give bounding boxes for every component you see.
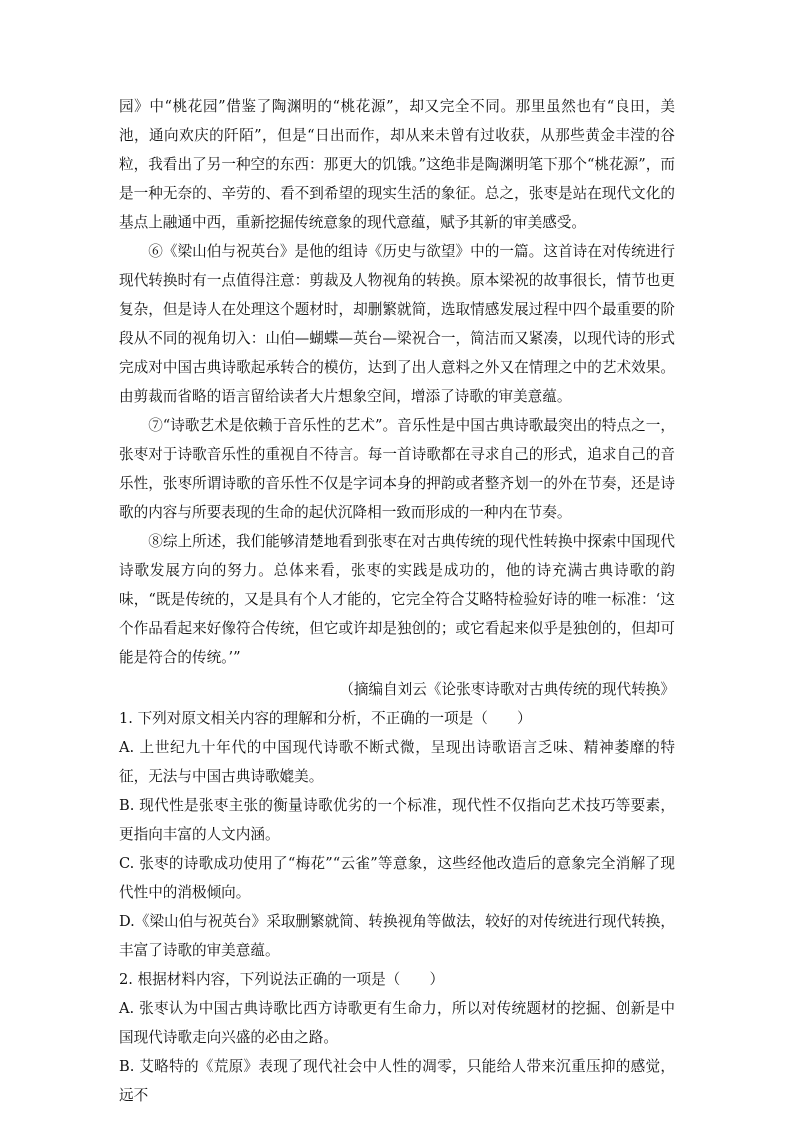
question-1-option-a: A. 上世纪九十年代的中国现代诗歌不断式微，呈现出诗歌语言乏味、精神萎靡的特征，无法与中国古典诗歌媲美。 (119, 739, 675, 785)
article-paragraph-8: ⑧综上所述，我们能够清楚地看到张枣在对古典传统的现代性转换中探索中国现代诗歌发展方向的努力。总体来看，张枣的实践是成功的，他的诗充满古典诗歌的韵味，“既是传统的，又是具有个人才能的，它完全符合艾略特检验好诗的唯一标准：‘这个作品看起来好像符合传统，但它或许却是独创的；或它看起来似乎是独创的，但却可能是符合的传统。’” (119, 533, 675, 666)
question-2-stem: 2. 根据材料内容，下列说法正确的一项是（ ） (119, 971, 445, 988)
question-1 (119, 704, 675, 965)
document-content (119, 92, 675, 1110)
article-source-citation: （摘编自刘云《论张枣诗歌对古典传统的现代转换》 (339, 681, 675, 698)
question-1-stem: 1. 下列对原文相关内容的理解和分析，不正确的一项是（ ） (119, 710, 532, 727)
question-1-option-b: B. 现代性是张枣主张的衡量诗歌优劣的一个标准，现代性不仅指向艺术技巧等要素，更指向丰富的人文内涵。 (119, 797, 675, 843)
question-2-option-a: A. 张枣认为中国古典诗歌比西方诗歌更有生命力，所以对传统题材的挖掘、创新是中国现代诗歌走向兴盛的必由之路。 (119, 1000, 675, 1046)
article-paragraph-7: ⑦“诗歌艺术是依赖于音乐性的艺术”。音乐性是中国古典诗歌最突出的特点之一，张枣对于诗歌音乐性的重视自不待言。每一首诗歌都在寻求自己的形式，追求自己的音乐性，张枣所谓诗歌的音乐性不仅是字词本身的押韵或者整齐划一的外在节奏，还是诗歌的内容与所要表现的生命的起伏沉降相一致而形成的一种内在节奏。 (119, 417, 675, 521)
question-2 (119, 965, 675, 1110)
question-2-option-b: B. 艾略特的《荒原》表现了现代社会中人性的凋零，只能给人带来沉重压抑的感觉，远不 (119, 1058, 675, 1104)
article-paragraph-continued: 园》中“桃花园”借鉴了陶渊明的“桃花源”，却又完全不同。那里虽然也有“良田，美池，通向欢庆的阡陌”，但是“日出而作，却从来未曾有过收获，从那些黄金丰滢的谷粒，我看出了另一种空的东西：那更大的饥饿。”这绝非是陶渊明笔下那个“桃花源”，而是一种无奈的、辛劳的、看不到希望的现实生活的象征。总之，张枣是站在现代文化的基点上融通中西，重新挖掘传统意象的现代意蕴，赋予其新的审美感受。 (119, 98, 675, 231)
question-1-option-c: C. 张枣的诗歌成功使用了“梅花”“云雀”等意象，这些经他改造后的意象完全消解了现代性中的消极倾向。 (119, 855, 675, 901)
article-paragraph-6: ⑥《梁山伯与祝英台》是他的组诗《历史与欲望》中的一篇。这首诗在对传统进行现代转换时有一点值得注意：剪裁及人物视角的转换。原本梁祝的故事很长，情节也更复杂，但是诗人在处理这个题材时，却删繁就简，选取情感发展过程中四个最重要的阶段从不同的视角切入：山伯—蝴蝶—英台—梁祝合一，简洁而又紧凑，以现代诗的形式完成对中国古典诗歌起承转合的模仿，达到了出人意料之外又在情理之中的艺术效果。由剪裁而省略的语言留给读者大片想象空间，增添了诗歌的审美意蕴。 (119, 243, 675, 405)
question-1-option-d: D.《梁山伯与祝英台》采取删繁就简、转换视角等做法，较好的对传统进行现代转换，丰富了诗歌的审美意蕴。 (119, 913, 675, 959)
